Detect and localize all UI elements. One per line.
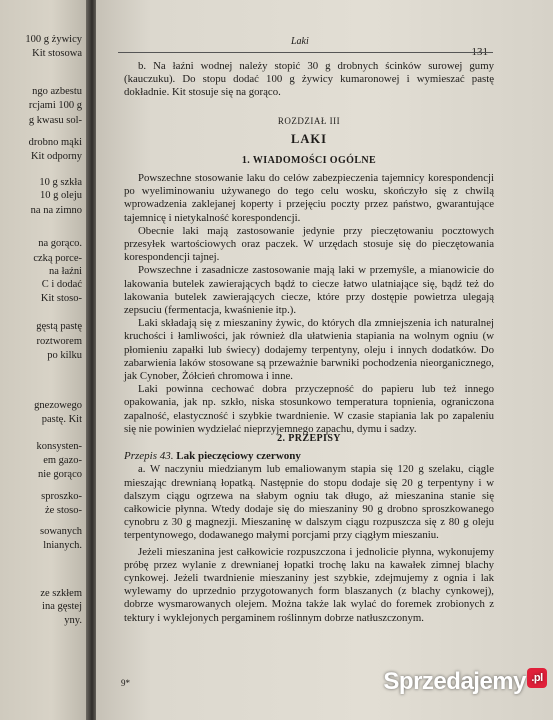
- left-page-line: pastę. Kit: [41, 414, 82, 425]
- left-page-line: po kilku: [47, 350, 82, 361]
- left-page-line: C i dodać: [41, 279, 82, 290]
- watermark-text: Sprzedajemy: [383, 668, 526, 695]
- left-page-line: lnianych.: [43, 540, 82, 551]
- header-rule: [118, 52, 493, 53]
- chapter-label: ROZDZIAŁ III: [277, 116, 341, 126]
- left-page-line: czką porce-: [33, 253, 82, 264]
- left-page-line: rcjami 100 g: [28, 100, 82, 111]
- section-general-body: [124, 172, 494, 436]
- paragraph-general-4: Laki składają się z mieszaniny żywic, do których dla zmniejszenia ich naturalnej kruchości i łamliwości, jak również dla ułatwienia stapiania na wolnym ogniu (w płomieniu zapałki lub świecy) dodajemy terpentyny, oleju i innych dodatków. Do zabarwienia laków stosowane są przeważnie barwniki pochodzenia nieorganicznego, jak Cynober, Żółcień chromowa i inne.: [124, 317, 494, 383]
- left-page-line: sowanych: [40, 526, 82, 537]
- recipe-paragraph-1: a. W naczyniu miedzianym lub emaliowanym stapia się 120 g szelaku, ciągle mieszając drewnianą łopatką. Następnie do stopu dodaje się 20 g terpentyny i w dalszym ciągu ogrzewa na słabym ogniu tak długo, aż mieszanina stanie się całkowicie płynna. Wtedy dodaje się do mieszaniny 90 g drobno sproszkowanego cynobru z 30 g magnezji. Mieszaninę w dalszym ciągu rozpuszcza się z 80 g oleju terpentynowego, dodawanego małymi porcjami przy ciągłym mieszaniu.: [124, 463, 494, 542]
- left-page: [0, 0, 86, 720]
- left-page-line: ina gęstej: [42, 601, 82, 612]
- left-page-line: 10 g szkła: [39, 177, 82, 188]
- left-page-line: gnezowego: [34, 400, 82, 411]
- left-page-line: na łaźni: [49, 266, 82, 277]
- right-page: [96, 0, 553, 720]
- section-recipes: [124, 432, 494, 625]
- left-page-line: na na zimno: [30, 205, 82, 216]
- left-page-line: roztworem: [36, 336, 82, 347]
- recipe-heading: [124, 450, 494, 463]
- left-page-line: sproszko-: [41, 491, 82, 502]
- left-page-line: Kit stosowa: [32, 48, 82, 59]
- intro-paragraph-block: [124, 60, 494, 100]
- page-number: 131: [471, 46, 488, 58]
- left-page-line: yny.: [64, 615, 82, 626]
- chapter-heading: [124, 115, 494, 168]
- left-page-line: 10 g oleju: [40, 190, 82, 201]
- left-page-line: Kit stoso-: [40, 293, 82, 304]
- left-page-line: em gazo-: [43, 455, 82, 466]
- left-page-line: 100 g żywicy: [25, 34, 82, 45]
- left-page-line: gęstą pastę: [36, 321, 82, 332]
- left-page-line: na gorąco.: [38, 238, 82, 249]
- running-header: [96, 36, 553, 58]
- left-page-line: ngo azbestu: [32, 86, 82, 97]
- recipe-name: Lak pieczęciowy czerwony: [176, 450, 301, 463]
- recipe-paragraph-2: Jeżeli mieszanina jest całkowicie rozpuszczona i jednolicie płynna, wykonujemy próbę przez wylanie z drewnianej łopatki trochę laku na kawałek zimnej blachy cynkowej. Jeżeli twardnienie mieszaniny jest szybkie, zdejmujemy z ognia i lak wylewamy do uprzednio przygotowanych form blaszanych (z blachy cynkowej), dobrze wysmarowanych olejem. Można także lak wylać do foremek zrobionych z tektury i wyklejonych pergaminem roślinnym dobrze natłuszczonym.: [124, 545, 494, 624]
- left-page-line: konsysten-: [36, 441, 82, 452]
- left-page-line: g kwasu sol-: [28, 115, 82, 126]
- paragraph-general-2: Obecnie laki mają zastosowanie jedynie przy pieczętowaniu pocztowych przesyłek wartościowych oraz paczek. W urzędach stosuje się do pieczętowania korespondencji tajnej.: [124, 224, 494, 264]
- section-title-general: 1. WIADOMOŚCI OGÓLNE: [241, 155, 377, 167]
- left-page-line: ze szkłem: [40, 588, 82, 599]
- signature-mark: 9*: [121, 678, 130, 688]
- paragraph-general-1: Powszechne stosowanie laku do celów zabezpieczenia tajemnicy korespondencji po wyeliminowaniu używanego do tego celu wosku, skończyło się z chwilą wprowadzenia zaklejanej koperty i przejęciu poczty przez państwo, gwarantujące tajemnicę i nietykalność korespondencji.: [124, 172, 494, 224]
- watermark-logo: [383, 668, 547, 696]
- left-page-line: Kit odporny: [30, 151, 82, 162]
- left-page-line: drobno mąki: [28, 137, 82, 148]
- intro-paragraph: b. Na łaźni wodnej należy stopić 30 g drobnych ścinków surowej gumy (kauczuku). Do stopu dodać 100 g żywicy kumaronowej i wymieszać pastę dokładnie. Kit stosuje się na gorąco.: [124, 60, 494, 99]
- running-title: Laki: [291, 36, 309, 47]
- chapter-title: LAKI: [291, 132, 327, 147]
- left-page-line: nie gorąco: [37, 469, 82, 480]
- recipe-number: Przepis 43.: [124, 450, 174, 463]
- paragraph-general-5: Laki powinna cechować dobra przyczepność do papieru lub też innego opakowania, jak np. szkło, niska stosunkowo temperatura topnienia, ograniczona zapalność, elastyczność i szybkie twardnienie. W czasie stapiania lak po zapaleniu się nie powinien wydzielać nieprzyjemnego zapachu, dymu i sadzy.: [124, 383, 494, 435]
- watermark-badge-icon: .pl: [527, 668, 547, 688]
- paragraph-general-3: Powszechne i zasadnicze zastosowanie mają laki w przemyśle, a mianowicie do lakowania butelek zawierających bądź to ciecze łatwo ulatniające się, bądź też do lakowania butelek zawierających ciecze, które przy dostępie powietrza ulegają zepsuciu (fermentacja, kwaśnienie itp.).: [124, 264, 494, 317]
- section-title-recipes: 2. PRZEPISY: [277, 433, 341, 444]
- left-page-line: że stoso-: [44, 505, 82, 516]
